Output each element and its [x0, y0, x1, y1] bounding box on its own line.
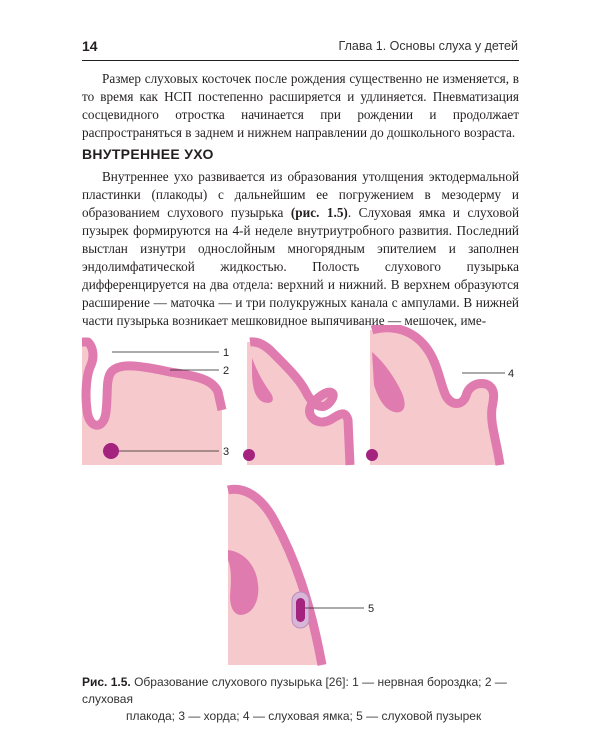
figure-reference: (рис. 1.5)	[290, 205, 348, 220]
label-5: 5	[368, 603, 375, 615]
label-3: 3	[223, 446, 230, 458]
label-1: 1	[223, 347, 230, 359]
running-title: Глава 1. Основы слуха у детей	[338, 39, 518, 53]
figure-caption	[82, 674, 519, 725]
label-4: 4	[508, 368, 515, 380]
body-text-end: . Слуховая ямка и слуховой пузырек формируются на 4-й неделе внутриутробного развития. Последний выстлан изнутри однослойным многорядным эпителием и заполнен эндолимфатической жидкостью. Полость слухового пузырька дифференцируется на два отдела: верхний и нижний. В верхнем образуются расширение — маточка — и три полукружных канала с ампулами. В нижней части пузырька возникает мешковидное выпячивание — мешочек, име-	[82, 205, 520, 328]
section-heading: ВНУТРЕННЕЕ УХО	[82, 146, 214, 162]
figure-ear-development	[0, 325, 600, 670]
header-rule	[82, 60, 519, 61]
caption-line-1: Образование слухового пузырька [26]: 1 — нервная бороздка; 2 — слуховая	[82, 675, 507, 706]
panel-stage-1	[82, 342, 222, 465]
panel-stage-4	[228, 489, 322, 665]
intro-paragraph: Размер слуховых косточек после рождения существенно не изменяется, в то время как НСП постепенно расширяется и удлиняется. Пневматизация сосцевидного отростка начинается при рождении и продолжает распространяться в заднем и нижнем направлении до дошкольного возраста.	[82, 71, 519, 140]
body-paragraph	[82, 168, 519, 330]
page-number: 14	[82, 38, 98, 54]
body-text-start: Внутреннее ухо развивается из образования утолщения эктодермальной пластинки (плакоды) с дальнейшим ее погружением в мезодерму и образованием слухового пузырька	[82, 169, 519, 220]
notochord-mark	[103, 443, 119, 459]
label-2: 2	[223, 365, 230, 377]
caption-line-2: плакода; 3 — хорда; 4 — слуховая ямка; 5 — слуховой пузырек	[126, 709, 482, 723]
panel-stage-2	[243, 342, 350, 465]
panel-stage-3	[366, 328, 500, 465]
caption-label: Рис. 1.5.	[82, 675, 131, 689]
